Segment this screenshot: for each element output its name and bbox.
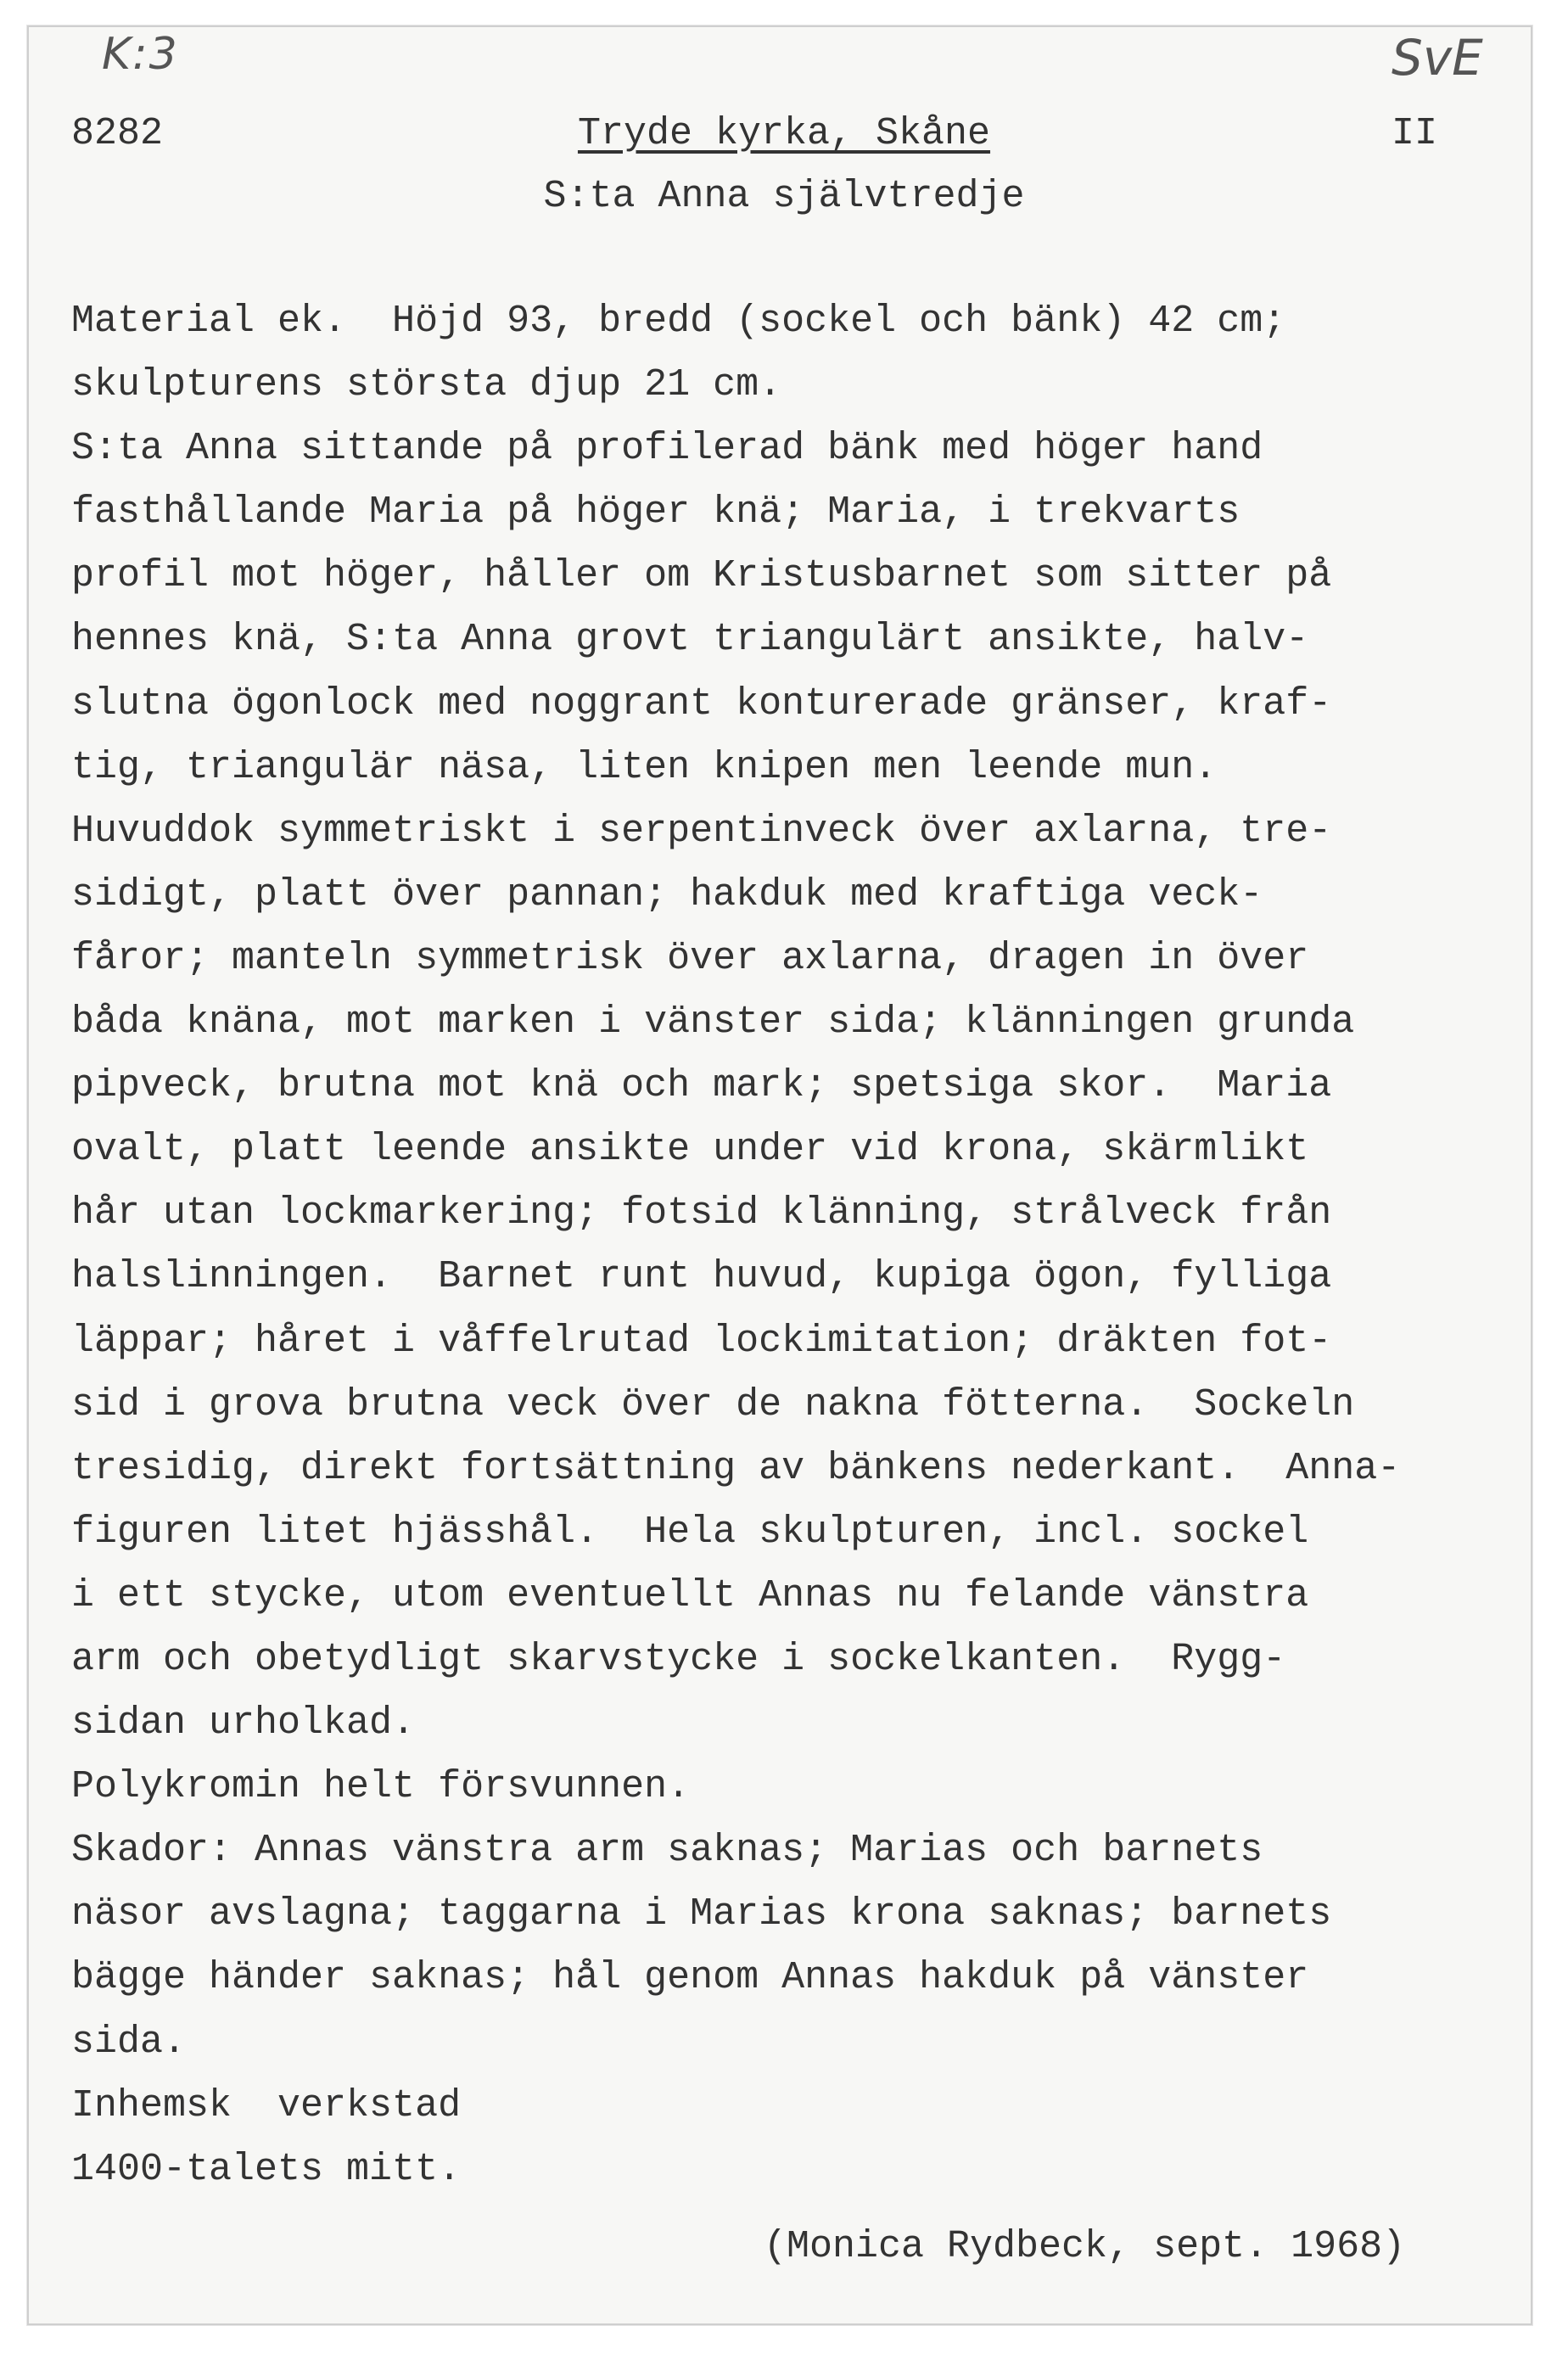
body-line: Skador: Annas vänstra arm saknas; Marias och barnets <box>71 1829 1263 1873</box>
body-line: sidan urholkad. <box>71 1701 416 1746</box>
handwritten-initials-right: SvE <box>1392 29 1483 87</box>
handwritten-code-left: K:3 <box>102 29 179 80</box>
body-line: sid i grova brutna veck över de nakna fötterna. Sockeln <box>71 1382 1355 1426</box>
description-body <box>71 301 1400 2213</box>
body-line: näsor avslagna; taggarna i Marias krona saknas; barnets <box>71 1892 1332 1936</box>
body-line: läppar; håret i våffelrutad lockimitation; dräkten fot- <box>71 1319 1332 1363</box>
author-signature: (Monica Rydbeck, sept. 1968) <box>764 2225 1406 2268</box>
body-line: tig, triangulär näsa, liten knipen men leende mun. <box>71 745 1218 789</box>
catalog-number: 8282 <box>71 112 164 155</box>
card-subtitle: S:ta Anna självtredje <box>543 175 1025 218</box>
body-line: arm och obetydligt skarvstycke i sockelkanten. Rygg- <box>71 1637 1286 1681</box>
body-line: ovalt, platt leende ansikte under vid krona, skärmlikt <box>71 1128 1309 1172</box>
body-line: slutna ögonlock med noggrant konturerade gränser, kraf- <box>71 681 1332 726</box>
body-line: pipveck, brutna mot knä och mark; spetsiga skor. Maria <box>71 1064 1332 1108</box>
body-line: halslinningen. Barnet runt huvud, kupiga ögon, fylliga <box>71 1255 1332 1299</box>
body-line: 1400-talets mitt. <box>71 2147 462 2191</box>
body-line: Polykromin helt försvunnen. <box>71 1765 691 1809</box>
body-line: profil mot höger, håller om Kristusbarnet som sitter på <box>71 554 1332 598</box>
body-line: figuren litet hjässhål. Hela skulpturen, incl. sockel <box>71 1510 1309 1554</box>
body-line: hennes knä, S:ta Anna grovt triangulärt ansikte, halv- <box>71 618 1309 662</box>
volume-number: II <box>1392 112 1438 155</box>
body-line: Material ek. Höjd 93, bredd (sockel och bänk) 42 cm; <box>71 300 1286 343</box>
body-line: sidigt, platt över pannan; hakduk med kraftiga veck- <box>71 872 1263 916</box>
body-line: hår utan lockmarkering; fotsid klänning, strålveck från <box>71 1191 1332 1236</box>
body-line: båda knäna, mot marken i vänster sida; klänningen grunda <box>71 1000 1355 1045</box>
body-line: sida. <box>71 2020 187 2064</box>
card-title: Tryde kyrka, Skåne <box>577 112 991 155</box>
body-line: bägge händer saknas; hål genom Annas hakduk på vänster <box>71 1956 1309 2000</box>
body-line: S:ta Anna sittande på profilerad bänk med höger hand <box>71 427 1263 471</box>
body-line: fasthållande Maria på höger knä; Maria, i trekvarts <box>71 490 1240 535</box>
body-line: tresidig, direkt fortsättning av bänkens nederkant. Anna- <box>71 1446 1401 1490</box>
body-line: Inhemsk verkstad <box>71 2083 462 2127</box>
body-line: Huvuddok symmetriskt i serpentinveck över axlarna, tre- <box>71 809 1332 853</box>
body-line: fåror; manteln symmetrisk över axlarna, dragen in över <box>71 936 1309 980</box>
body-line: i ett stycke, utom eventuellt Annas nu felande vänstra <box>71 1573 1309 1617</box>
body-line: skulpturens största djup 21 cm. <box>71 363 782 407</box>
